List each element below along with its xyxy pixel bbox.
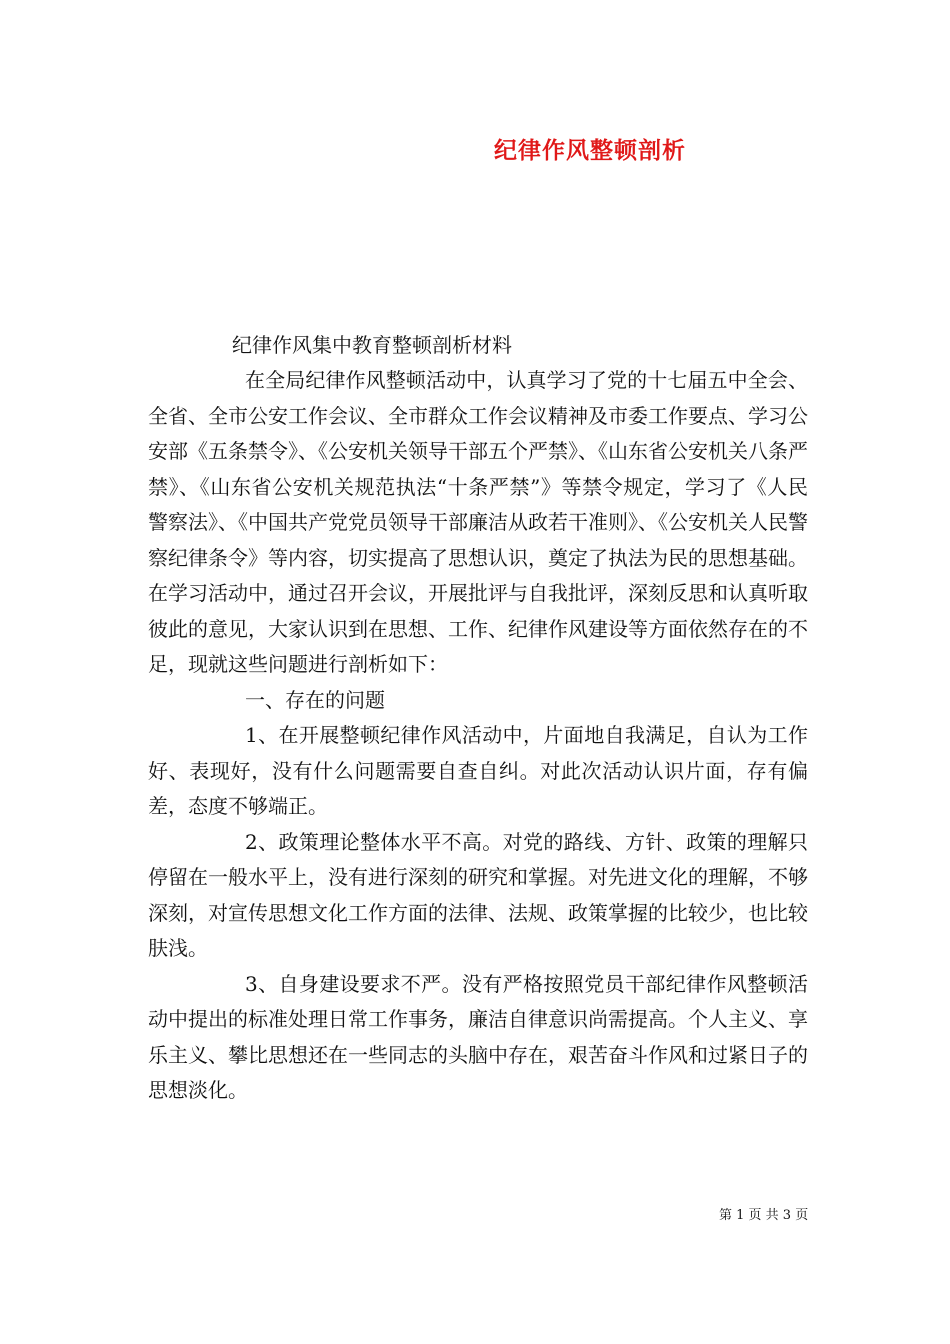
issue-paragraph-1: 1、在开展整顿纪律作风活动中，片面地自我满足，自认为工作好、表现好，没有什么问题需要自查自纠。对此次活动认识片面，存有偏差，态度不够端正。 bbox=[148, 723, 808, 818]
intro-paragraph: 在全局纪律作风整顿活动中，认真学习了党的十七届五中全会、全省、全市公安工作会议、全市群众工作会议精神及市委工作要点、学习公安部《五条禁令》、《公安机关领导干部五个严禁》、《山东省公安机关八条严禁》、《山东省公安机关规范执法“十条严禁”》等禁令规定，学习了《人民警察法》、《中国共产党党员领导干部廉洁从政若干准则》、《公安机关人民警察纪律条令》等内容，切实提高了思想认识，奠定了执法为民的思想基础。在学习活动中，通过召开会议，开展批评与自我批评，深刻反思和认真听取彼此的意见，大家认识到在思想、工作、纪律作风建设等方面依然存在的不足，现就这些问题进行剖析如下： bbox=[148, 368, 808, 676]
document-subtitle: 纪律作风集中教育整顿剖析材料 bbox=[232, 333, 512, 357]
document-title: 纪律作风整顿剖析 bbox=[494, 137, 686, 164]
section-heading: 一、存在的问题 bbox=[245, 687, 385, 712]
document-body bbox=[148, 363, 808, 1109]
issue-paragraph-2: 2、政策理论整体水平不高。对党的路线、方针、政策的理解只停留在一般水平上，没有进行深刻的研究和掌握。对先进文化的理解，不够深刻，对宣传思想文化工作方面的法律、法规、政策掌握的比较少，也比较肤浅。 bbox=[148, 829, 808, 960]
issue-paragraph-3: 3、自身建设要求不严。没有严格按照党员干部纪律作风整顿活动中提出的标准处理日常工作事务，廉洁自律意识尚需提高。个人主义、享乐主义、攀比思想还在一些同志的头脑中存在，艰苦奋斗作风和过紧日子的思想淡化。 bbox=[148, 971, 808, 1102]
page-footer: 第 1 页 共 3 页 bbox=[719, 1208, 809, 1223]
